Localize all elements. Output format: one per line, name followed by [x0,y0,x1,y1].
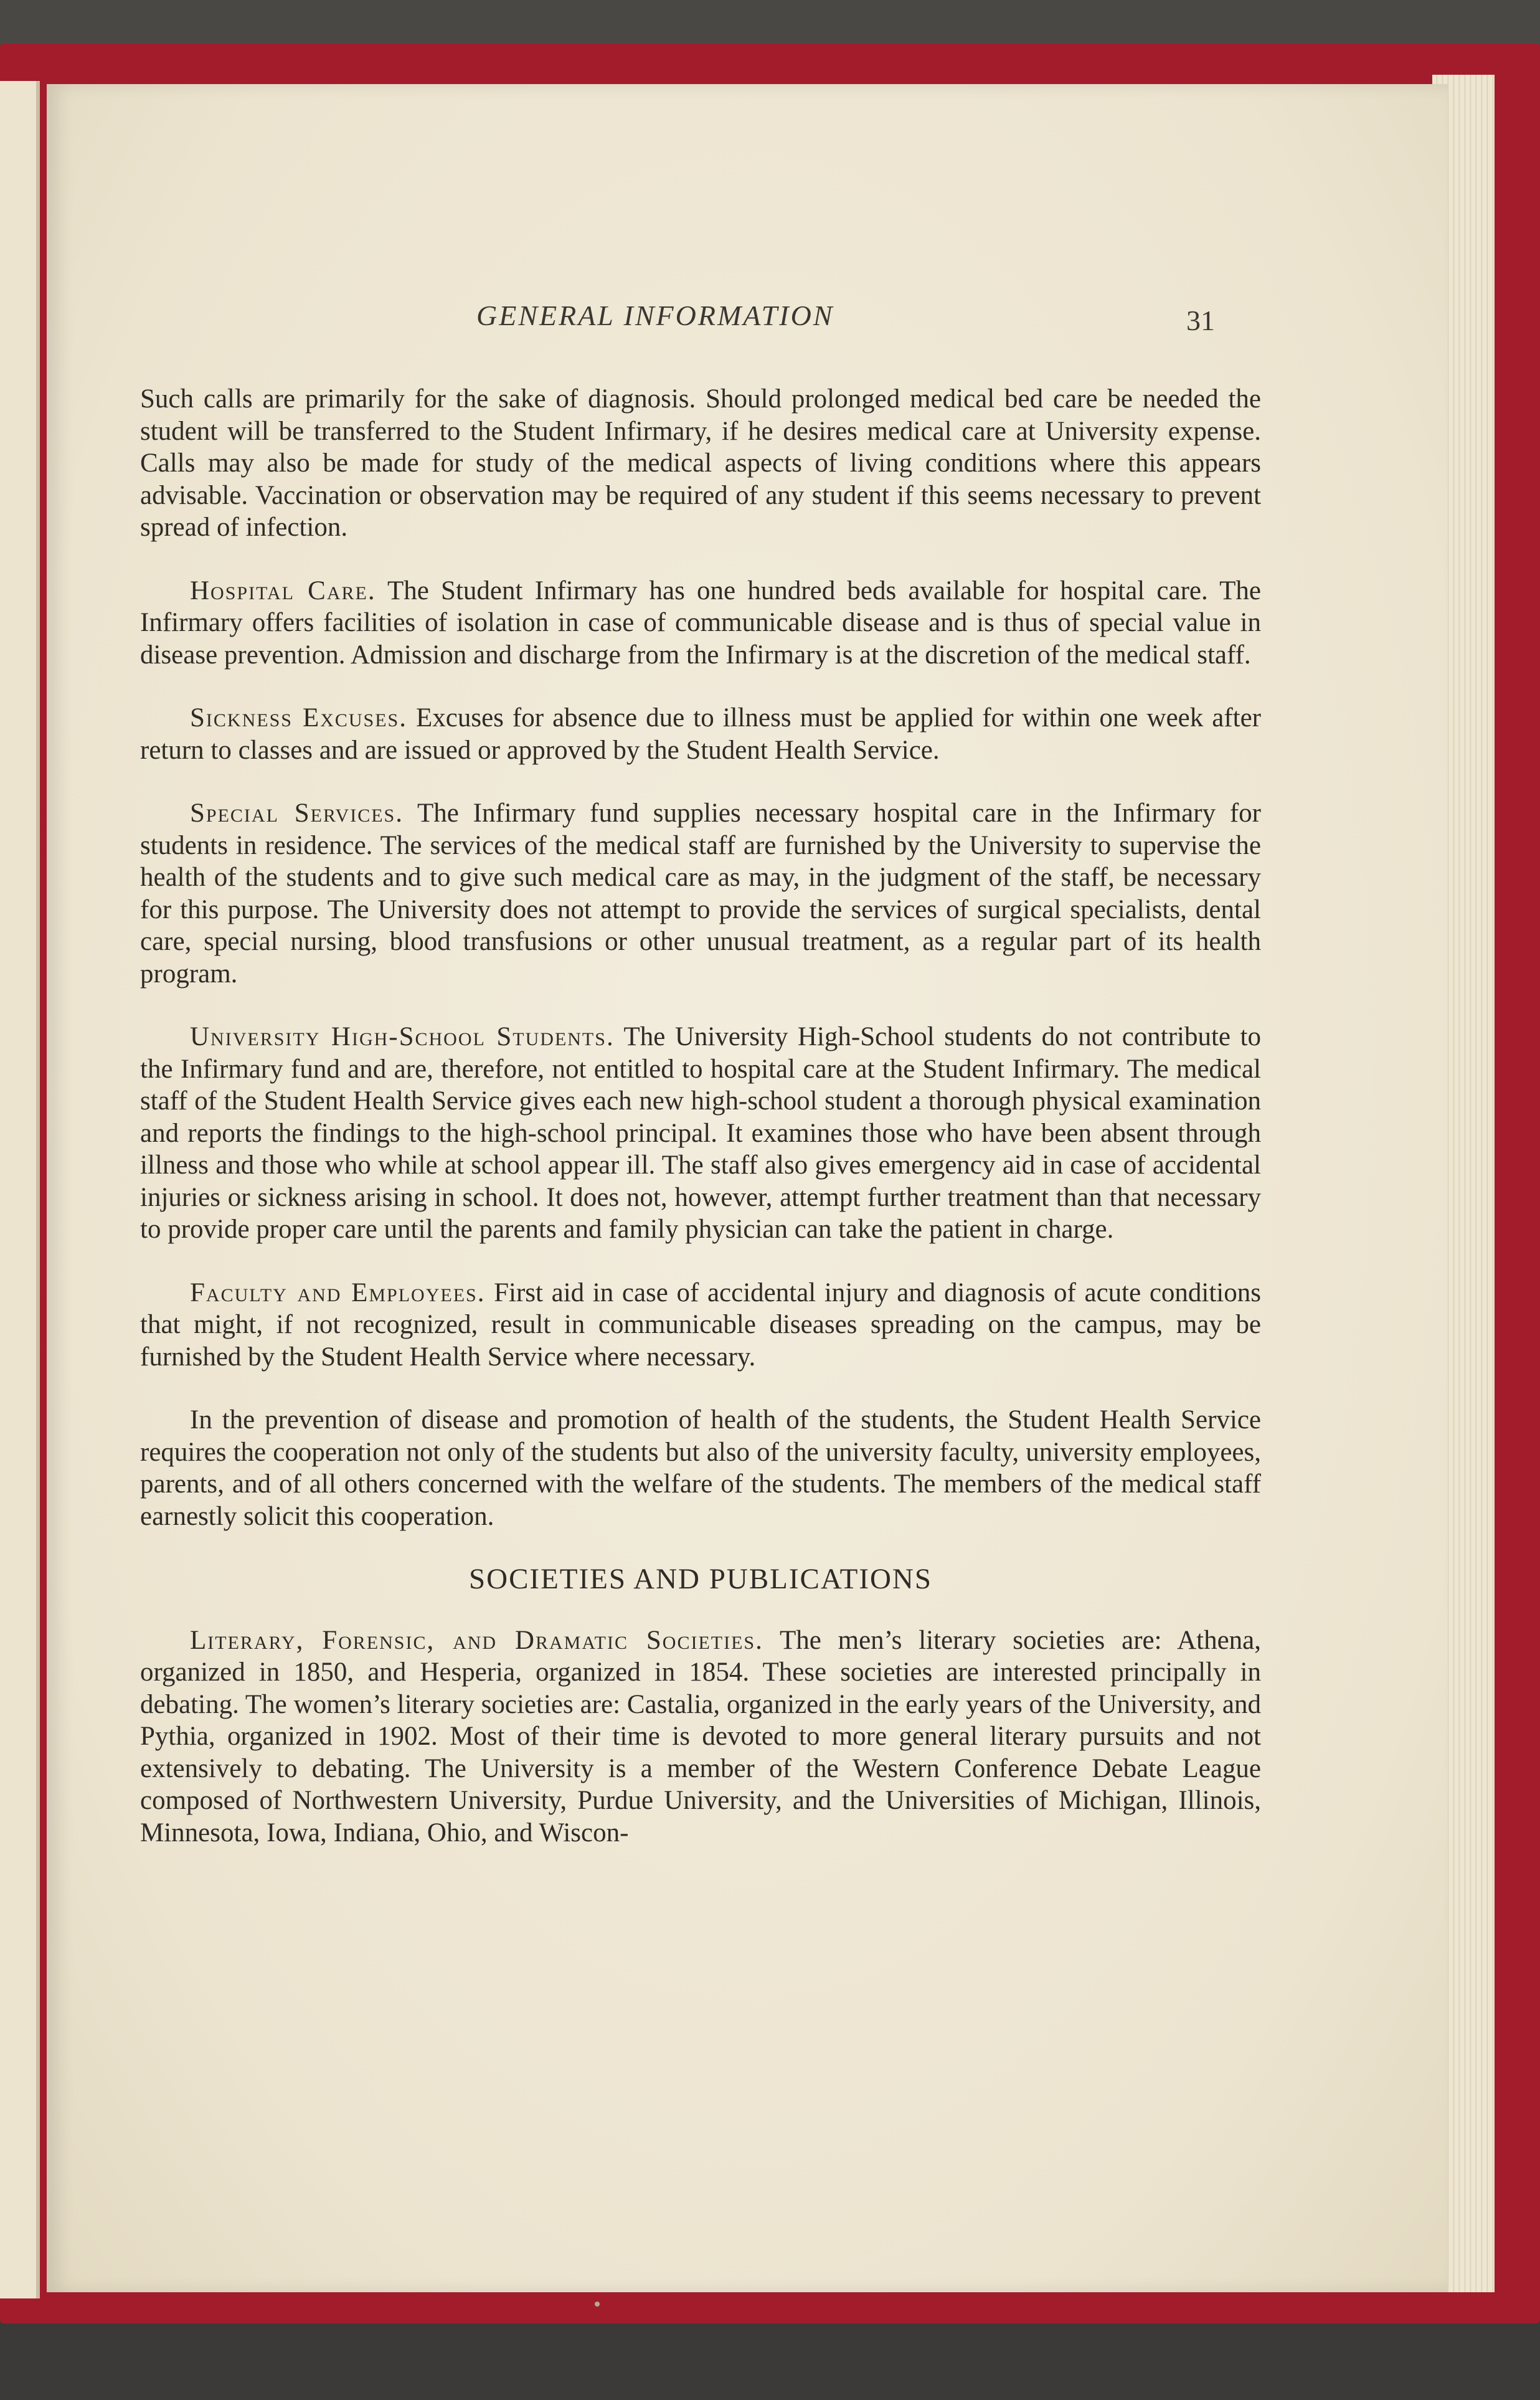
page-number: 31 [1186,305,1215,336]
paragraph-text: In the prevention of disease and promotion of health of the students, the Student Health Service requires the cooperation not only of the students but also of the university faculty, university employees, parents, and of all others concerned with the welfare of the students. The members of the medical staff earnestly solicit this cooperation. [140,1405,1261,1531]
paragraph-lead: Special Services. [190,799,404,828]
section-title: SOCIETIES AND PUBLICATIONS [469,1563,932,1595]
paragraph-text: Such calls are primarily for the sake of diagnosis. Should prolonged medical bed care be needed the student will be transferred to the Student Infirmary, if he desires medical care at University expense. Calls may also be made for study of the medical aspects of living conditions where this appears advisable. Vaccination or observation may be required of any student if this seems necessary to prevent spread of infection. [140,384,1261,542]
paper-speck [595,2302,600,2307]
paragraph [140,383,1261,544]
book-page [47,84,1448,2292]
paragraph-sickness-excuses [140,702,1261,766]
paragraph-lead: Literary, Forensic, and Dramatic Societies. [190,1625,763,1655]
body-text [140,383,1261,1880]
paragraph-lead: University High-School Students. [190,1022,615,1051]
paragraph-faculty-employees [140,1277,1261,1373]
page-header [47,299,1448,349]
paragraph-cooperation [140,1404,1261,1532]
paragraph-text: The Infirmary fund supplies necessary hospital care in the Infirmary for students in residence. The services of the medical staff are furnished by the University to supervise the health of the students and to give such medical care as may, in the judgment of the staff, be necessary for this purpose. The University does not attempt to provide the services of surgical specialists, dental care, special nursing, blood transfusions or other unusual treatment, as a regular part of its health program. [140,799,1261,989]
paragraph-text: Excuses for absence due to illness must be applied for within one week after return to classes and are issued or approved by the Student Health Service. [140,703,1262,765]
paragraph-text: The University High-School students do not contribute to the Infirmary fund and are, therefore, not entitled to hospital care at the Student Infirmary. The medical staff of the Student Health Service gives each new high-school student a thorough physical examination and reports the findings to the high-school principal. It examines those who have been absent through illness and those who while at school appear ill. The staff also gives emergency aid in case of accidental injuries or sickness arising in school. It does not, however, attempt further treatment than that necessary to provide proper care until the parents and family physician can take the patient in charge. [140,1022,1261,1244]
paragraph-lead: Sickness Excuses. [190,703,407,733]
paragraph-text: First aid in case of accidental injury and diagnosis of acute conditions that might, if not recognized, result in communicable diseases spreading on the campus, may be furnished by the Student Health Service where necessary. [140,1278,1261,1372]
facing-page-edge [0,81,40,2298]
paragraph-societies [140,1625,1261,1849]
paragraph-lead: Faculty and Employees. [190,1278,486,1307]
paragraph-hospital-care [140,575,1261,671]
paragraph-text: The men’s literary societies are: Athena, organized in 1850, and Hesperia, organized in 1854. These societies are interested principally in debating. The women’s literary societies are: Castalia, organized in the early years of the University, and Pythia, organized in 1902. Most of their time is devoted to more general literary pursuits and not extensively to debating. The University is a member of the Western Conference Debate League composed of Northwestern University, Purdue University, and the Universities of Michigan, Illinois, Minnesota, Iowa, Indiana, Ohio, and Wiscon- [140,1625,1261,1847]
paragraph-special-services [140,797,1261,990]
paragraph-text: The Student Infirmary has one hundred beds available for hospital care. The Infirmary offers facilities of isolation in case of communicable disease and is thus of special value in disease prevention. Admission and discharge from the Infirmary is at the discretion of the medical staff. [140,576,1261,670]
paragraph-lead: Hospital Care. [190,576,376,605]
paragraph-high-school-students [140,1021,1261,1246]
running-head: GENERAL INFORMATION [476,300,834,331]
